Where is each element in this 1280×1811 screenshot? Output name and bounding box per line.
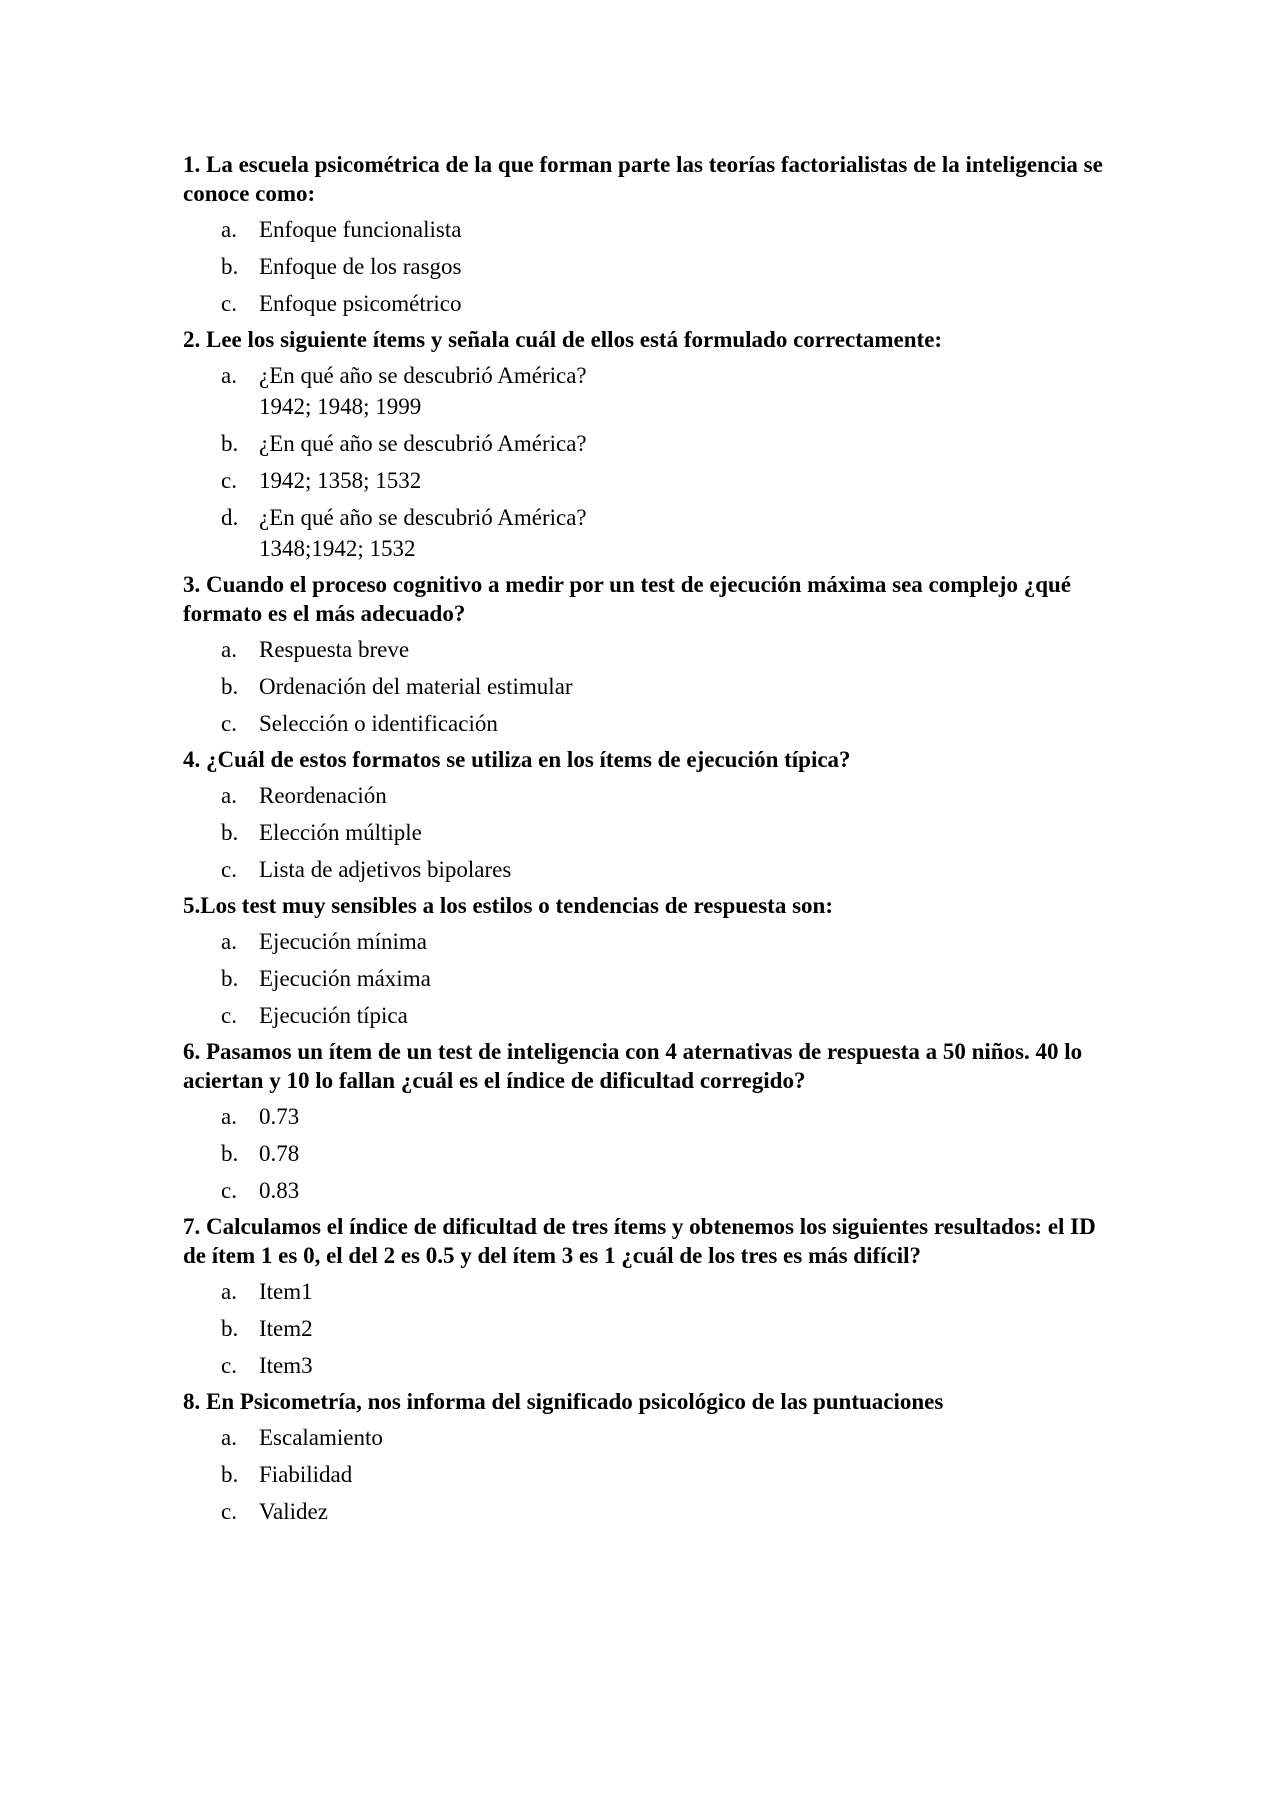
question-text: 5.Los test muy sensibles a los estilos o tendencias de respuesta son: bbox=[183, 893, 833, 918]
option-line: Enfoque de los rasgos bbox=[259, 254, 462, 279]
option-letter: c. bbox=[221, 1499, 237, 1524]
option-letter: a. bbox=[221, 363, 237, 388]
option-letter: c. bbox=[221, 468, 237, 493]
option-letter: c. bbox=[221, 1353, 237, 1378]
question-text: 4. ¿Cuál de estos formatos se utiliza en los ítems de ejecución típica? bbox=[183, 747, 851, 772]
option-item bbox=[183, 1138, 1103, 1169]
option-text bbox=[259, 1350, 1103, 1381]
option-letter: a. bbox=[221, 1104, 237, 1129]
option-item bbox=[183, 251, 1103, 282]
option-letter: a. bbox=[221, 1425, 237, 1450]
option-letter: a. bbox=[221, 929, 237, 954]
option-letter: a. bbox=[221, 637, 237, 662]
option-line: 1942; 1358; 1532 bbox=[259, 468, 422, 493]
option-letter: c. bbox=[221, 1003, 237, 1028]
option-item bbox=[183, 1276, 1103, 1307]
option-line: Validez bbox=[259, 1499, 328, 1524]
option-text bbox=[259, 1000, 1103, 1031]
option-letter: a. bbox=[221, 1279, 237, 1304]
question-3 bbox=[183, 570, 1103, 739]
option-letter: b. bbox=[221, 966, 239, 991]
option-item bbox=[183, 1101, 1103, 1132]
option-letter: b. bbox=[221, 1316, 239, 1341]
option-letter: b. bbox=[221, 254, 239, 279]
option-item bbox=[183, 428, 1103, 459]
option-line: Ejecución máxima bbox=[259, 966, 431, 991]
option-letter: c. bbox=[221, 857, 237, 882]
question-5 bbox=[183, 891, 1103, 1031]
option-text bbox=[259, 1422, 1103, 1453]
option-item bbox=[183, 634, 1103, 665]
option-letter: c. bbox=[221, 1178, 237, 1203]
option-list bbox=[183, 634, 1103, 739]
option-list bbox=[183, 360, 1103, 564]
option-text bbox=[259, 817, 1103, 848]
option-list bbox=[183, 926, 1103, 1031]
option-text bbox=[259, 1138, 1103, 1169]
option-line: Ejecución mínima bbox=[259, 929, 427, 954]
option-text bbox=[259, 1276, 1103, 1307]
question-1 bbox=[183, 150, 1103, 319]
option-letter: c. bbox=[221, 711, 237, 736]
option-line: Item1 bbox=[259, 1279, 313, 1304]
option-list bbox=[183, 780, 1103, 885]
option-line: Reordenación bbox=[259, 783, 387, 808]
option-line: 0.78 bbox=[259, 1141, 300, 1166]
option-item bbox=[183, 1459, 1103, 1490]
option-letter: b. bbox=[221, 674, 239, 699]
question-text: 2. Lee los siguiente ítems y señala cuál de ellos está formulado correctamente: bbox=[183, 327, 943, 352]
option-line: ¿En qué año se descubrió América? bbox=[259, 505, 587, 530]
option-item bbox=[183, 854, 1103, 885]
option-item bbox=[183, 360, 1103, 422]
question-2 bbox=[183, 325, 1103, 564]
option-line: Item2 bbox=[259, 1316, 313, 1341]
option-text bbox=[259, 502, 1103, 564]
option-item bbox=[183, 780, 1103, 811]
option-item bbox=[183, 926, 1103, 957]
option-line: Selección o identificación bbox=[259, 711, 498, 736]
option-text bbox=[259, 288, 1103, 319]
option-text bbox=[259, 780, 1103, 811]
option-letter: a. bbox=[221, 217, 237, 242]
option-item bbox=[183, 671, 1103, 702]
option-letter: c. bbox=[221, 291, 237, 316]
option-item bbox=[183, 708, 1103, 739]
option-text bbox=[259, 1101, 1103, 1132]
option-line: Lista de adjetivos bipolares bbox=[259, 857, 512, 882]
option-line: Item3 bbox=[259, 1353, 313, 1378]
option-text bbox=[259, 465, 1103, 496]
option-text bbox=[259, 1459, 1103, 1490]
option-text bbox=[259, 1496, 1103, 1527]
option-text bbox=[259, 1175, 1103, 1206]
option-line: Respuesta breve bbox=[259, 637, 410, 662]
question-list bbox=[183, 150, 1103, 1533]
option-text bbox=[259, 708, 1103, 739]
option-line: Ejecución típica bbox=[259, 1003, 408, 1028]
option-item bbox=[183, 817, 1103, 848]
question-7 bbox=[183, 1212, 1103, 1381]
option-list bbox=[183, 1422, 1103, 1527]
question-text: 3. Cuando el proceso cognitivo a medir por un test de ejecución máxima sea complejo ¿qué formato es el más adecuado? bbox=[183, 572, 1072, 626]
question-text: 7. Calculamos el índice de dificultad de tres ítems y obtenemos los siguientes resultados: el ID de ítem 1 es 0, el del 2 es 0.5 y del ítem 3 es 1 ¿cuál de los tres es más difícil? bbox=[183, 1214, 1096, 1268]
option-item bbox=[183, 963, 1103, 994]
option-letter: b. bbox=[221, 431, 239, 456]
option-item bbox=[183, 1422, 1103, 1453]
question-4 bbox=[183, 745, 1103, 885]
option-text bbox=[259, 428, 1103, 459]
option-list bbox=[183, 1101, 1103, 1206]
question-6 bbox=[183, 1037, 1103, 1206]
option-letter: b. bbox=[221, 1141, 239, 1166]
option-line: 0.83 bbox=[259, 1178, 300, 1203]
option-item bbox=[183, 465, 1103, 496]
option-text bbox=[259, 634, 1103, 665]
option-text bbox=[259, 1313, 1103, 1344]
option-line: Elección múltiple bbox=[259, 820, 422, 845]
option-line: 0.73 bbox=[259, 1104, 300, 1129]
option-letter: b. bbox=[221, 1462, 239, 1487]
option-line: Fiabilidad bbox=[259, 1462, 353, 1487]
option-item bbox=[183, 1175, 1103, 1206]
option-text bbox=[259, 926, 1103, 957]
option-line: Escalamiento bbox=[259, 1425, 383, 1450]
option-line: Ordenación del material estimular bbox=[259, 674, 573, 699]
option-item bbox=[183, 1496, 1103, 1527]
option-text bbox=[259, 671, 1103, 702]
option-line: ¿En qué año se descubrió América? bbox=[259, 431, 587, 456]
option-text bbox=[259, 963, 1103, 994]
question-text: 6. Pasamos un ítem de un test de inteligencia con 4 aternativas de respuesta a 50 niños. 40 lo aciertan y 10 lo fallan ¿cuál es el índice de dificultad corregido? bbox=[183, 1039, 1083, 1093]
option-item bbox=[183, 1000, 1103, 1031]
option-line: 1348;1942; 1532 bbox=[259, 536, 416, 561]
option-item bbox=[183, 288, 1103, 319]
option-line: Enfoque psicométrico bbox=[259, 291, 462, 316]
option-letter: a. bbox=[221, 783, 237, 808]
option-list bbox=[183, 214, 1103, 319]
option-line: 1942; 1948; 1999 bbox=[259, 394, 422, 419]
option-item bbox=[183, 502, 1103, 564]
option-item bbox=[183, 214, 1103, 245]
option-list bbox=[183, 1276, 1103, 1381]
question-8 bbox=[183, 1387, 1103, 1527]
option-text bbox=[259, 214, 1103, 245]
option-line: ¿En qué año se descubrió América? bbox=[259, 363, 587, 388]
option-letter: b. bbox=[221, 820, 239, 845]
option-text bbox=[259, 251, 1103, 282]
option-item bbox=[183, 1350, 1103, 1381]
option-letter: d. bbox=[221, 505, 239, 530]
question-text: 1. La escuela psicométrica de la que forman parte las teorías factorialistas de la inteligencia se conoce como: bbox=[183, 152, 1103, 206]
question-text: 8. En Psicometría, nos informa del significado psicológico de las puntuaciones bbox=[183, 1389, 944, 1414]
option-text bbox=[259, 360, 1103, 422]
option-line: Enfoque funcionalista bbox=[259, 217, 462, 242]
option-item bbox=[183, 1313, 1103, 1344]
option-text bbox=[259, 854, 1103, 885]
